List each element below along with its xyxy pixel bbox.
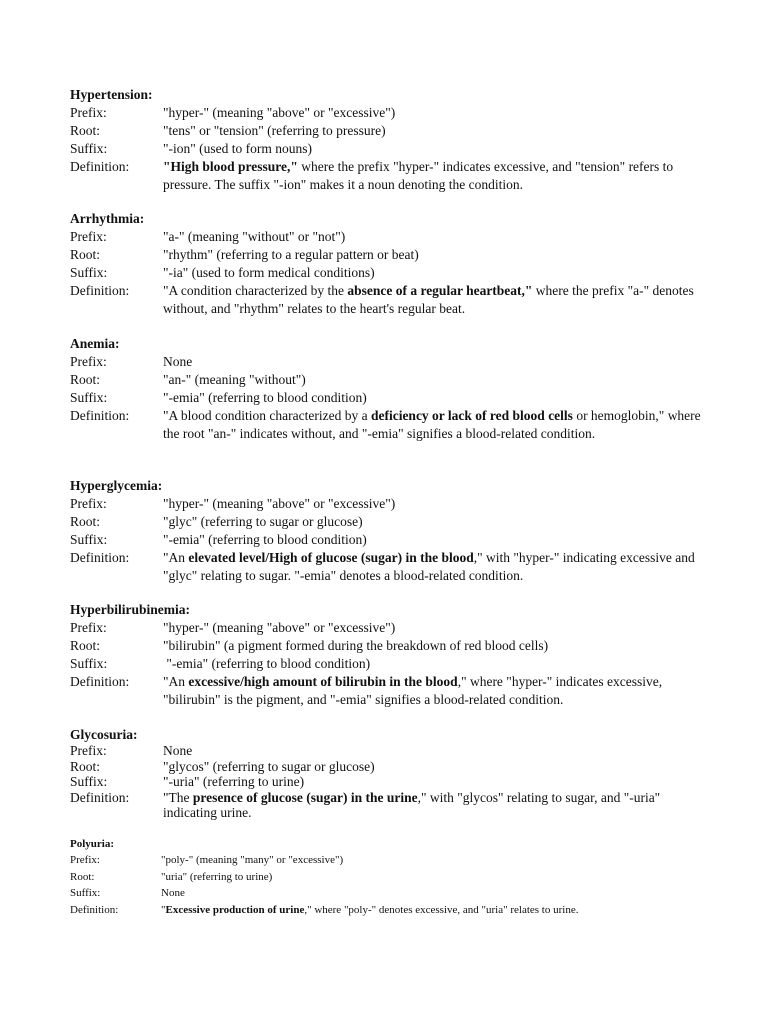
suffix-value: "-ion" (used to form nouns) (163, 141, 313, 156)
definition-highlight: excessive/high amount of bilirubin in the blood (188, 674, 458, 689)
root-value: "an-" (meaning "without") (163, 372, 306, 387)
suffix-value: None (161, 887, 185, 899)
term-section (70, 335, 710, 443)
term-title: Anemia: (70, 336, 120, 351)
definition-highlight: Excessive production of urine (165, 903, 305, 916)
term-title: Hyperbilirubinemia: (70, 602, 191, 617)
suffix-row (70, 264, 710, 282)
term-section (70, 601, 710, 709)
root-value: "tens" or "tension" (referring to pressure) (163, 123, 386, 138)
definition-label: Definition: (70, 674, 130, 689)
prefix-label: Prefix: (70, 354, 107, 369)
root-label: Root: (70, 372, 101, 387)
definition-text: "A blood condition characterized by a (163, 408, 371, 423)
term-title: Glycosuria: (70, 727, 138, 742)
root-value: "glyc" (referring to sugar or glucose) (163, 514, 363, 529)
prefix-value: None (163, 354, 193, 369)
prefix-row (70, 104, 710, 122)
prefix-row (70, 619, 710, 637)
definition-value (163, 407, 710, 443)
prefix-label: Prefix: (70, 496, 107, 511)
definition-text: "An (163, 674, 189, 689)
definition-highlight: presence of glucose (sugar) in the urine (192, 789, 418, 805)
term-section (70, 86, 710, 194)
suffix-label: Suffix: (70, 656, 108, 671)
term-title: Hyperglycemia: (70, 478, 163, 493)
suffix-row (70, 655, 710, 673)
term-section (70, 477, 710, 585)
suffix-value: "-emia" (referring to blood condition) (163, 656, 371, 671)
definition-row (70, 673, 710, 709)
definition-value (163, 673, 710, 709)
definition-label: Definition: (70, 789, 130, 805)
definition-value (163, 282, 710, 318)
definition-text: ," with "glycos" relating to sugar, and "-uria" indicating urine. (163, 789, 661, 820)
root-row (70, 122, 710, 140)
prefix-label: Prefix: (70, 743, 107, 758)
suffix-label: Suffix: (70, 390, 108, 405)
root-row (70, 371, 710, 389)
suffix-value: "-ia" (used to form medical conditions) (163, 265, 375, 280)
root-row (70, 869, 710, 886)
definition-label: Definition: (70, 550, 130, 565)
root-label: Root: (70, 514, 101, 529)
root-value: "glycos" (referring to sugar or glucose) (163, 758, 375, 774)
suffix-label: Suffix: (70, 532, 108, 547)
root-row (70, 759, 710, 775)
suffix-label: Suffix: (70, 774, 108, 789)
prefix-row (70, 228, 710, 246)
root-label: Root: (70, 758, 101, 774)
prefix-row (70, 852, 710, 869)
suffix-row (70, 140, 710, 158)
definition-text: where the prefix "a-" denotes without, and "rhythm" relates to the heart's regular beat. (163, 283, 694, 316)
suffix-row (70, 885, 710, 902)
root-label: Root: (70, 638, 101, 653)
definition-label: Definition: (70, 903, 119, 916)
root-label: Root: (70, 123, 101, 138)
definition-text: ," where "poly-" denotes excessive, and "uria" relates to urine. (304, 903, 579, 916)
definition-highlight: deficiency or lack of red blood cells (370, 408, 573, 423)
root-row (70, 246, 710, 264)
root-value: "rhythm" (referring to a regular pattern or beat) (163, 247, 419, 262)
suffix-value: "-uria" (referring to urine) (163, 774, 305, 789)
prefix-value: "hyper-" (meaning "above" or "excessive") (163, 105, 396, 120)
prefix-label: Prefix: (70, 854, 100, 866)
term-title: Hypertension: (70, 87, 153, 102)
definition-text: or hemoglobin," where the root "an-" indicates without, and "-emia" signifies a blood-related condition. (163, 408, 701, 441)
root-label: Root: (70, 870, 95, 883)
suffix-row (70, 774, 710, 790)
prefix-value: "a-" (meaning "without" or "not") (163, 229, 346, 244)
definition-highlight: elevated level/High of glucose (sugar) in the blood (188, 550, 474, 565)
root-row (70, 513, 710, 531)
definition-text: ," with "hyper-" indicating excessive and "glyc" relating to sugar. "-emia" denotes a blood-related condition. (163, 550, 695, 583)
definition-value (163, 549, 710, 585)
definition-value (163, 158, 710, 194)
suffix-value: "-emia" (referring to blood condition) (163, 532, 367, 547)
prefix-row (70, 743, 710, 759)
suffix-label: Suffix: (70, 141, 108, 156)
term-section (70, 210, 710, 318)
definition-highlight: "High blood pressure," (163, 159, 298, 174)
suffix-row (70, 531, 710, 549)
definition-text: "The (163, 789, 193, 805)
term-section (70, 836, 710, 918)
suffix-label: Suffix: (70, 265, 108, 280)
definition-value (161, 902, 710, 919)
prefix-row (70, 353, 710, 371)
definition-row (70, 549, 710, 585)
definition-row (70, 158, 710, 194)
definition-text: " (161, 903, 166, 916)
prefix-value: "hyper-" (meaning "above" or "excessive") (163, 496, 396, 511)
prefix-value: None (163, 743, 193, 758)
definition-text: where the prefix "hyper-" indicates excessive, and "tension" refers to pressure. The suffix "-ion" makes it a noun denoting the condition. (163, 159, 674, 192)
prefix-value: "poly-" (meaning "many" or "excessive") (161, 854, 344, 866)
definition-row (70, 407, 710, 443)
suffix-row (70, 389, 710, 407)
prefix-value: "hyper-" (meaning "above" or "excessive") (163, 620, 396, 635)
prefix-row (70, 495, 710, 513)
definition-label: Definition: (70, 159, 130, 174)
definition-row (70, 790, 710, 821)
definition-row (70, 282, 710, 318)
suffix-label: Suffix: (70, 887, 101, 899)
definition-label: Definition: (70, 283, 130, 298)
root-row (70, 637, 710, 655)
definition-value (163, 790, 710, 821)
prefix-label: Prefix: (70, 620, 107, 635)
prefix-label: Prefix: (70, 105, 107, 120)
definition-text: ," where "hyper-" indicates excessive, "bilirubin" is the pigment, and "-emia" signifies a blood-related condition. (163, 674, 663, 707)
definition-text: "A condition characterized by the (163, 283, 348, 298)
suffix-value: "-emia" (referring to blood condition) (163, 390, 367, 405)
definition-label: Definition: (70, 408, 130, 423)
term-title: Polyuria: (70, 838, 114, 850)
definition-row (70, 902, 710, 919)
definition-text: "An (163, 550, 189, 565)
term-title: Arrhythmia: (70, 211, 145, 226)
prefix-label: Prefix: (70, 229, 107, 244)
term-section (70, 727, 710, 821)
root-label: Root: (70, 247, 101, 262)
root-value: "bilirubin" (a pigment formed during the breakdown of red blood cells) (163, 638, 549, 653)
definition-highlight: absence of a regular heartbeat," (347, 283, 533, 298)
root-value: "uria" (referring to urine) (161, 870, 273, 883)
